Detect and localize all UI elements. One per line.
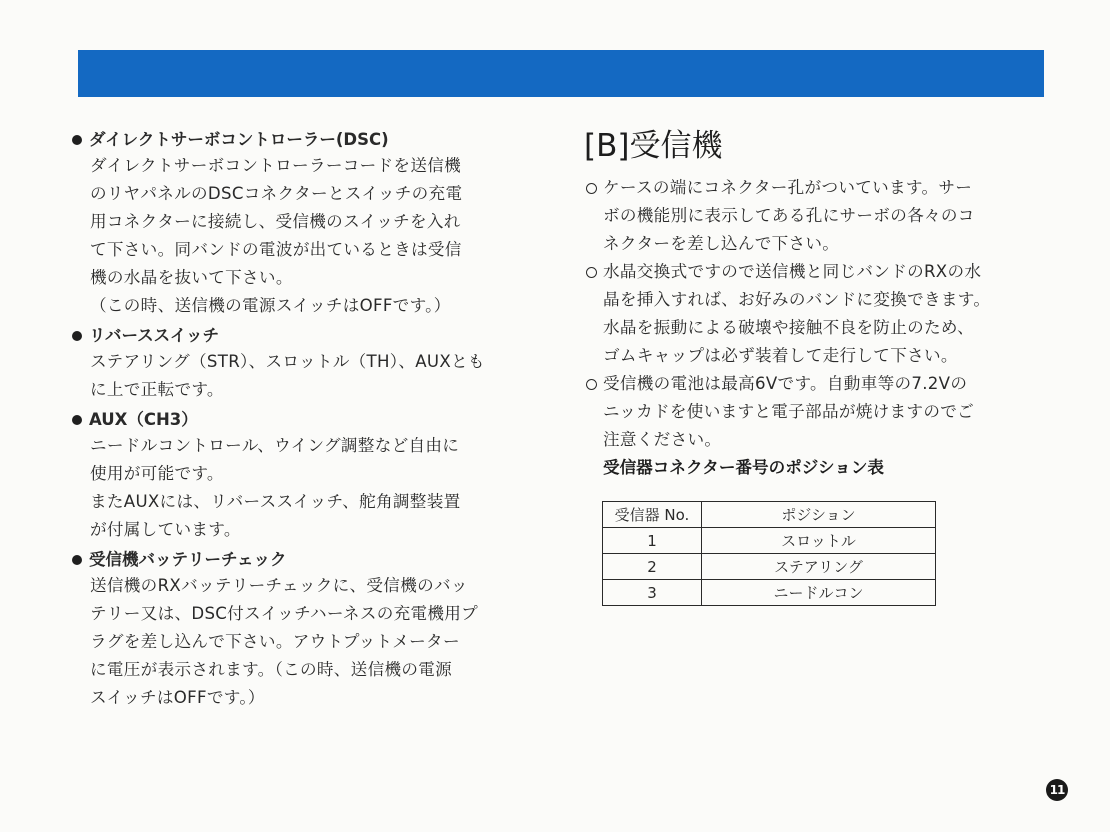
section-title: 受信機バッテリーチェック <box>89 550 287 569</box>
body-line: 使用が可能です。 <box>90 464 224 483</box>
table-cell: 2 <box>603 554 702 580</box>
body-line: に電圧が表示されます。（この時、送信機の電源 <box>90 660 453 679</box>
body-line: テリー又は、DSC付スイッチハーネスの充電機用プ <box>90 604 479 623</box>
bullet-dot-icon <box>72 415 82 425</box>
open-circle-bullet-icon <box>586 267 597 278</box>
body-line: またAUXには、リバーススイッチ、舵角調整装置 <box>90 492 461 511</box>
body-line: が付属しています。 <box>90 520 241 539</box>
receiver-heading: [B]受信機 <box>584 128 723 164</box>
body-line: ラグを差し込んで下さい。アウトプットメーター <box>90 632 460 651</box>
table-row <box>603 580 936 606</box>
body-line: ニードルコントロール、ウイング調整など自由に <box>90 436 460 455</box>
table-cell: ステアリング <box>702 554 936 580</box>
body-line: 送信機のRXバッテリーチェックに、受信機のバッ <box>90 576 468 595</box>
body-line: ゴムキャップは必ず装着して走行して下さい。 <box>603 346 958 365</box>
receiver-note <box>584 370 1054 454</box>
body-line: に上で正転です。 <box>90 380 224 399</box>
section-dsc <box>72 128 542 320</box>
body-line: （この時、送信機の電源スイッチはOFFです。） <box>90 296 451 315</box>
bullet-dot-icon <box>72 135 82 145</box>
body-line: ケースの端にコネクター孔がついています。サー <box>603 178 973 197</box>
table-caption: 受信器コネクター番号のポジション表 <box>603 458 885 477</box>
table-row <box>603 528 936 554</box>
page-number: 11 <box>1046 779 1068 801</box>
column-header: 受信器 No. <box>603 502 702 528</box>
body-line: ダイレクトサーボコントローラーコードを送信機 <box>90 156 461 175</box>
body-line: て下さい。同バンドの電波が出ているときは受信 <box>90 240 462 259</box>
body-line: 用コネクターに接続し、受信機のスイッチを入れ <box>90 212 461 231</box>
section-battery-check <box>72 548 542 712</box>
body-line: 水晶交換式ですので送信機と同じバンドのRXの水 <box>603 262 982 281</box>
left-column <box>72 124 542 712</box>
bullet-dot-icon <box>72 331 82 341</box>
body-line: 晶を挿入すれば、お好みのバンドに変換できます。 <box>603 290 991 309</box>
open-circle-bullet-icon <box>586 379 597 390</box>
body-line: ステアリング（STR）、スロットル（TH）、AUXとも <box>90 352 485 371</box>
open-circle-bullet-icon <box>586 183 597 194</box>
table-cell: スロットル <box>702 528 936 554</box>
section-reverse-switch <box>72 324 542 404</box>
section-title: AUX（CH3） <box>89 410 198 429</box>
section-aux <box>72 408 542 544</box>
connector-position-table <box>602 501 936 606</box>
table-cell: ニードルコン <box>702 580 936 606</box>
receiver-note <box>584 174 1054 258</box>
header-band <box>78 50 1044 97</box>
table-cell: 1 <box>603 528 702 554</box>
body-line: ボの機能別に表示してある孔にサーボの各々のコ <box>603 206 975 225</box>
body-line: 機の水晶を抜いて下さい。 <box>90 268 293 287</box>
table-row <box>603 554 936 580</box>
bullet-dot-icon <box>72 555 82 565</box>
body-line: ネクターを差し込んで下さい。 <box>603 234 840 253</box>
body-line: 受信機の電池は最高6Vです。自動車等の7.2Vの <box>603 374 968 393</box>
body-line: ニッカドを使いますと電子部品が焼けますのでご <box>603 402 974 421</box>
table-header-row <box>603 502 936 528</box>
body-line: のリヤパネルのDSCコネクターとスイッチの充電 <box>90 184 463 203</box>
section-title: ダイレクトサーボコントローラー(DSC) <box>89 130 389 149</box>
table-cell: 3 <box>603 580 702 606</box>
right-column <box>584 124 1054 482</box>
body-line: 水晶を振動による破壊や接触不良を防止のため、 <box>603 318 974 337</box>
column-header: ポジション <box>702 502 936 528</box>
body-line: 注意ください。 <box>603 430 722 449</box>
receiver-note <box>584 258 1054 370</box>
section-title: リバーススイッチ <box>89 326 220 345</box>
body-line: スイッチはOFFです。） <box>90 688 265 707</box>
